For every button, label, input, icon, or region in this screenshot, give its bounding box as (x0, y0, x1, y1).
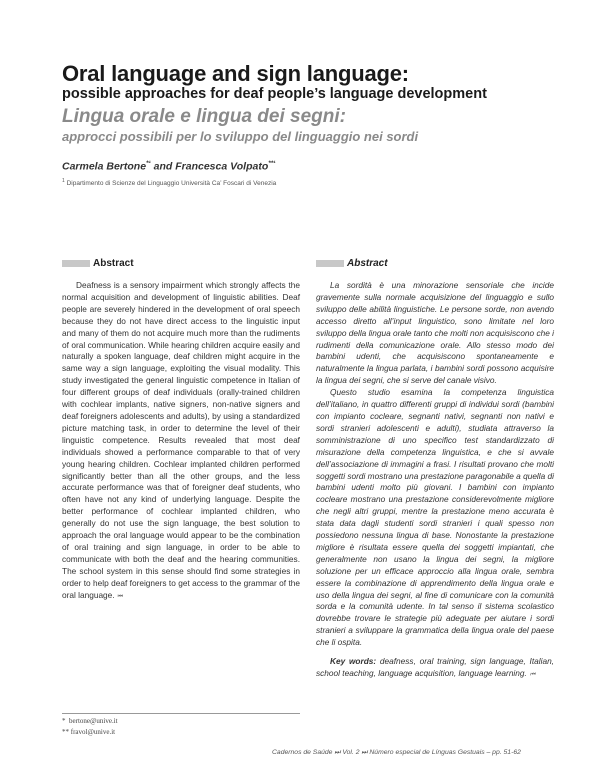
footnote-1-email[interactable]: bertone@unive.it (69, 717, 118, 725)
footnote-2 (62, 728, 115, 736)
abstract-english-heading-label: Abstract (93, 257, 134, 269)
keywords-label: Key words: (330, 656, 377, 667)
footnote-divider (62, 713, 300, 714)
author-line (62, 160, 275, 173)
end-of-abstract-icon: ⏮ (117, 593, 123, 600)
abstract-italian-heading (316, 258, 388, 268)
abstract-italian-paragraph-1: La sordità è una minorazione sensoriale che incide gravemente sulla normale acquisizione del linguaggio e sullo sviluppo delle abilità linguistiche. Le persone sorde, non avendo accesso diretto all’input linguistico, sono limitate nel loro sviluppo della lingua orale tanto che molti non acquisiscono che i rudimenti della comunicazione orale. Allo stesso modo dei bambini udenti, che acquisiscono spontaneamente e naturalmente la lingua parlata, i bambini sordi possono acquisire la lingua dei segni, che si serve del canale visivo. (316, 280, 554, 386)
heading-bar-decoration (316, 260, 344, 267)
author-2-name: Francesca Volpato (175, 160, 269, 173)
affiliation-text: Dipartimento di Scienze del Linguaggio Università Ca’ Foscari di Venezia (66, 180, 277, 188)
footnote-1 (62, 717, 118, 725)
abstract-english-heading (62, 258, 134, 268)
title-italian-subtitle: approcci possibili per lo sviluppo del linguaggio nei sordi (62, 129, 419, 144)
footnote-2-email[interactable]: fravol@unive.it (70, 728, 116, 736)
author-connector: and (150, 160, 176, 173)
abstract-italian-body (316, 280, 554, 682)
abstract-italian-paragraph-2: Questo studio esamina la competenza linguistica dell’italiano, in quattro differenti gruppi di individui sordi (bambini con impianto cocleare, segnanti nativi, segnanti non nativi e sordi stranieri adolescenti e adulti), studiata attraverso la somministrazione di uno specifico test standardizzato di misurazione della competenza linguistica, e che si avvale dell’associazione di immagini a frasi. I risultati provano che molti soggetti sordi mostrano una prestazione paragonabile a quella di bambini udenti molto più giovani. I bambini con impianto cocleare mostrano una prestazione considerevolmente migliore che negli altri gruppi, mentre la prestazione meno accurata è stata data dagli studenti sordi stranieri i quali spesso non possiedono nessuna lingua di base. Nonostante la prestazione migliore è risultata essere quella dei soggetti impiantati, che generalmente non usano la lingua dei segni, la migliore soluzione per un efficace approccio alla lingua orale, sembra essere la combinazione di apprendimento della lingua orale e uso della lingua dei segni, al fine di comunicare con la comunità sorda e la comunità udente. In tal senso il sistema scolastico dovrebbe trovare le strategie più adeguate per aiutare i sordi stranieri a sviluppare la grammatica della lingua orale del paese che li ospita. (316, 387, 555, 648)
author-2-mark: **¹ (268, 160, 276, 167)
abstract-english-body (62, 280, 300, 603)
page-footer: Cadernos de Saúde ⏭ Vol. 2 ⏭ Número especial de Línguas Gestuais – pp. 51-62 (272, 749, 521, 756)
author-1-mark: *¹ (146, 160, 151, 167)
end-of-abstract-icon: ⏮ (529, 672, 536, 678)
abstract-english-text: Deafness is a sensory impairment which strongly affects the normal acquisition and development of linguistic abilities. Deaf people are severely hindered in the development of oral speech because they do not have direct access to the linguistic input and many of them do not acquire much more than the rudiments of oral communication. While hearing children acquire easily and naturally a spoken language, deaf children might acquire in the same way a sign language, exploiting the visual modality. This study investigated the general linguistic competence in Italian of four different groups of deaf individuals (orally-trained children with cochlear implants, native signers, non-native signers and deaf foreigners adolescents and adults), by using a standardized picture matching task, in order to determine the level of their linguistic competence. Results revealed that most deaf individuals showed a performance comparable to that of very young hearing children. Cochlear implanted children performed significantly better than all the other groups, and the less accurate performance was that of foreigner deaf students, who often have not any kind of underlying language. Despite the better performance of cochlear implanted children, who generally do not use the sign language, the best solution to approach the oral language would appear to be the combination of oral training and sign language, in order to be able to communicate with both the deaf and the hearing communities. The school system in this sense should find some strategies in order to help deaf foreigners to get access to the grammar of the oral language. (62, 280, 300, 600)
heading-bar-decoration (62, 260, 90, 267)
title-english-main: Oral language and sign language: (62, 61, 409, 86)
footnote-1-mark: * (62, 717, 66, 725)
abstract-italian-heading-label: Abstract (347, 257, 388, 269)
abstract-english-paragraph (62, 280, 300, 603)
affiliation-mark: 1 (62, 178, 65, 184)
keywords-list: deafness, oral training, sign language, Italian, school teaching, language acquisition, language learning. (316, 656, 554, 678)
affiliation (62, 178, 276, 187)
title-english-subtitle: possible approaches for deaf people’s language development (62, 86, 487, 102)
author-1-name: Carmela Bertone (62, 160, 147, 173)
keywords (316, 656, 554, 682)
title-italian-main: Lingua orale e lingua dei segni: (62, 106, 346, 127)
footnote-2-mark: ** (62, 728, 69, 736)
